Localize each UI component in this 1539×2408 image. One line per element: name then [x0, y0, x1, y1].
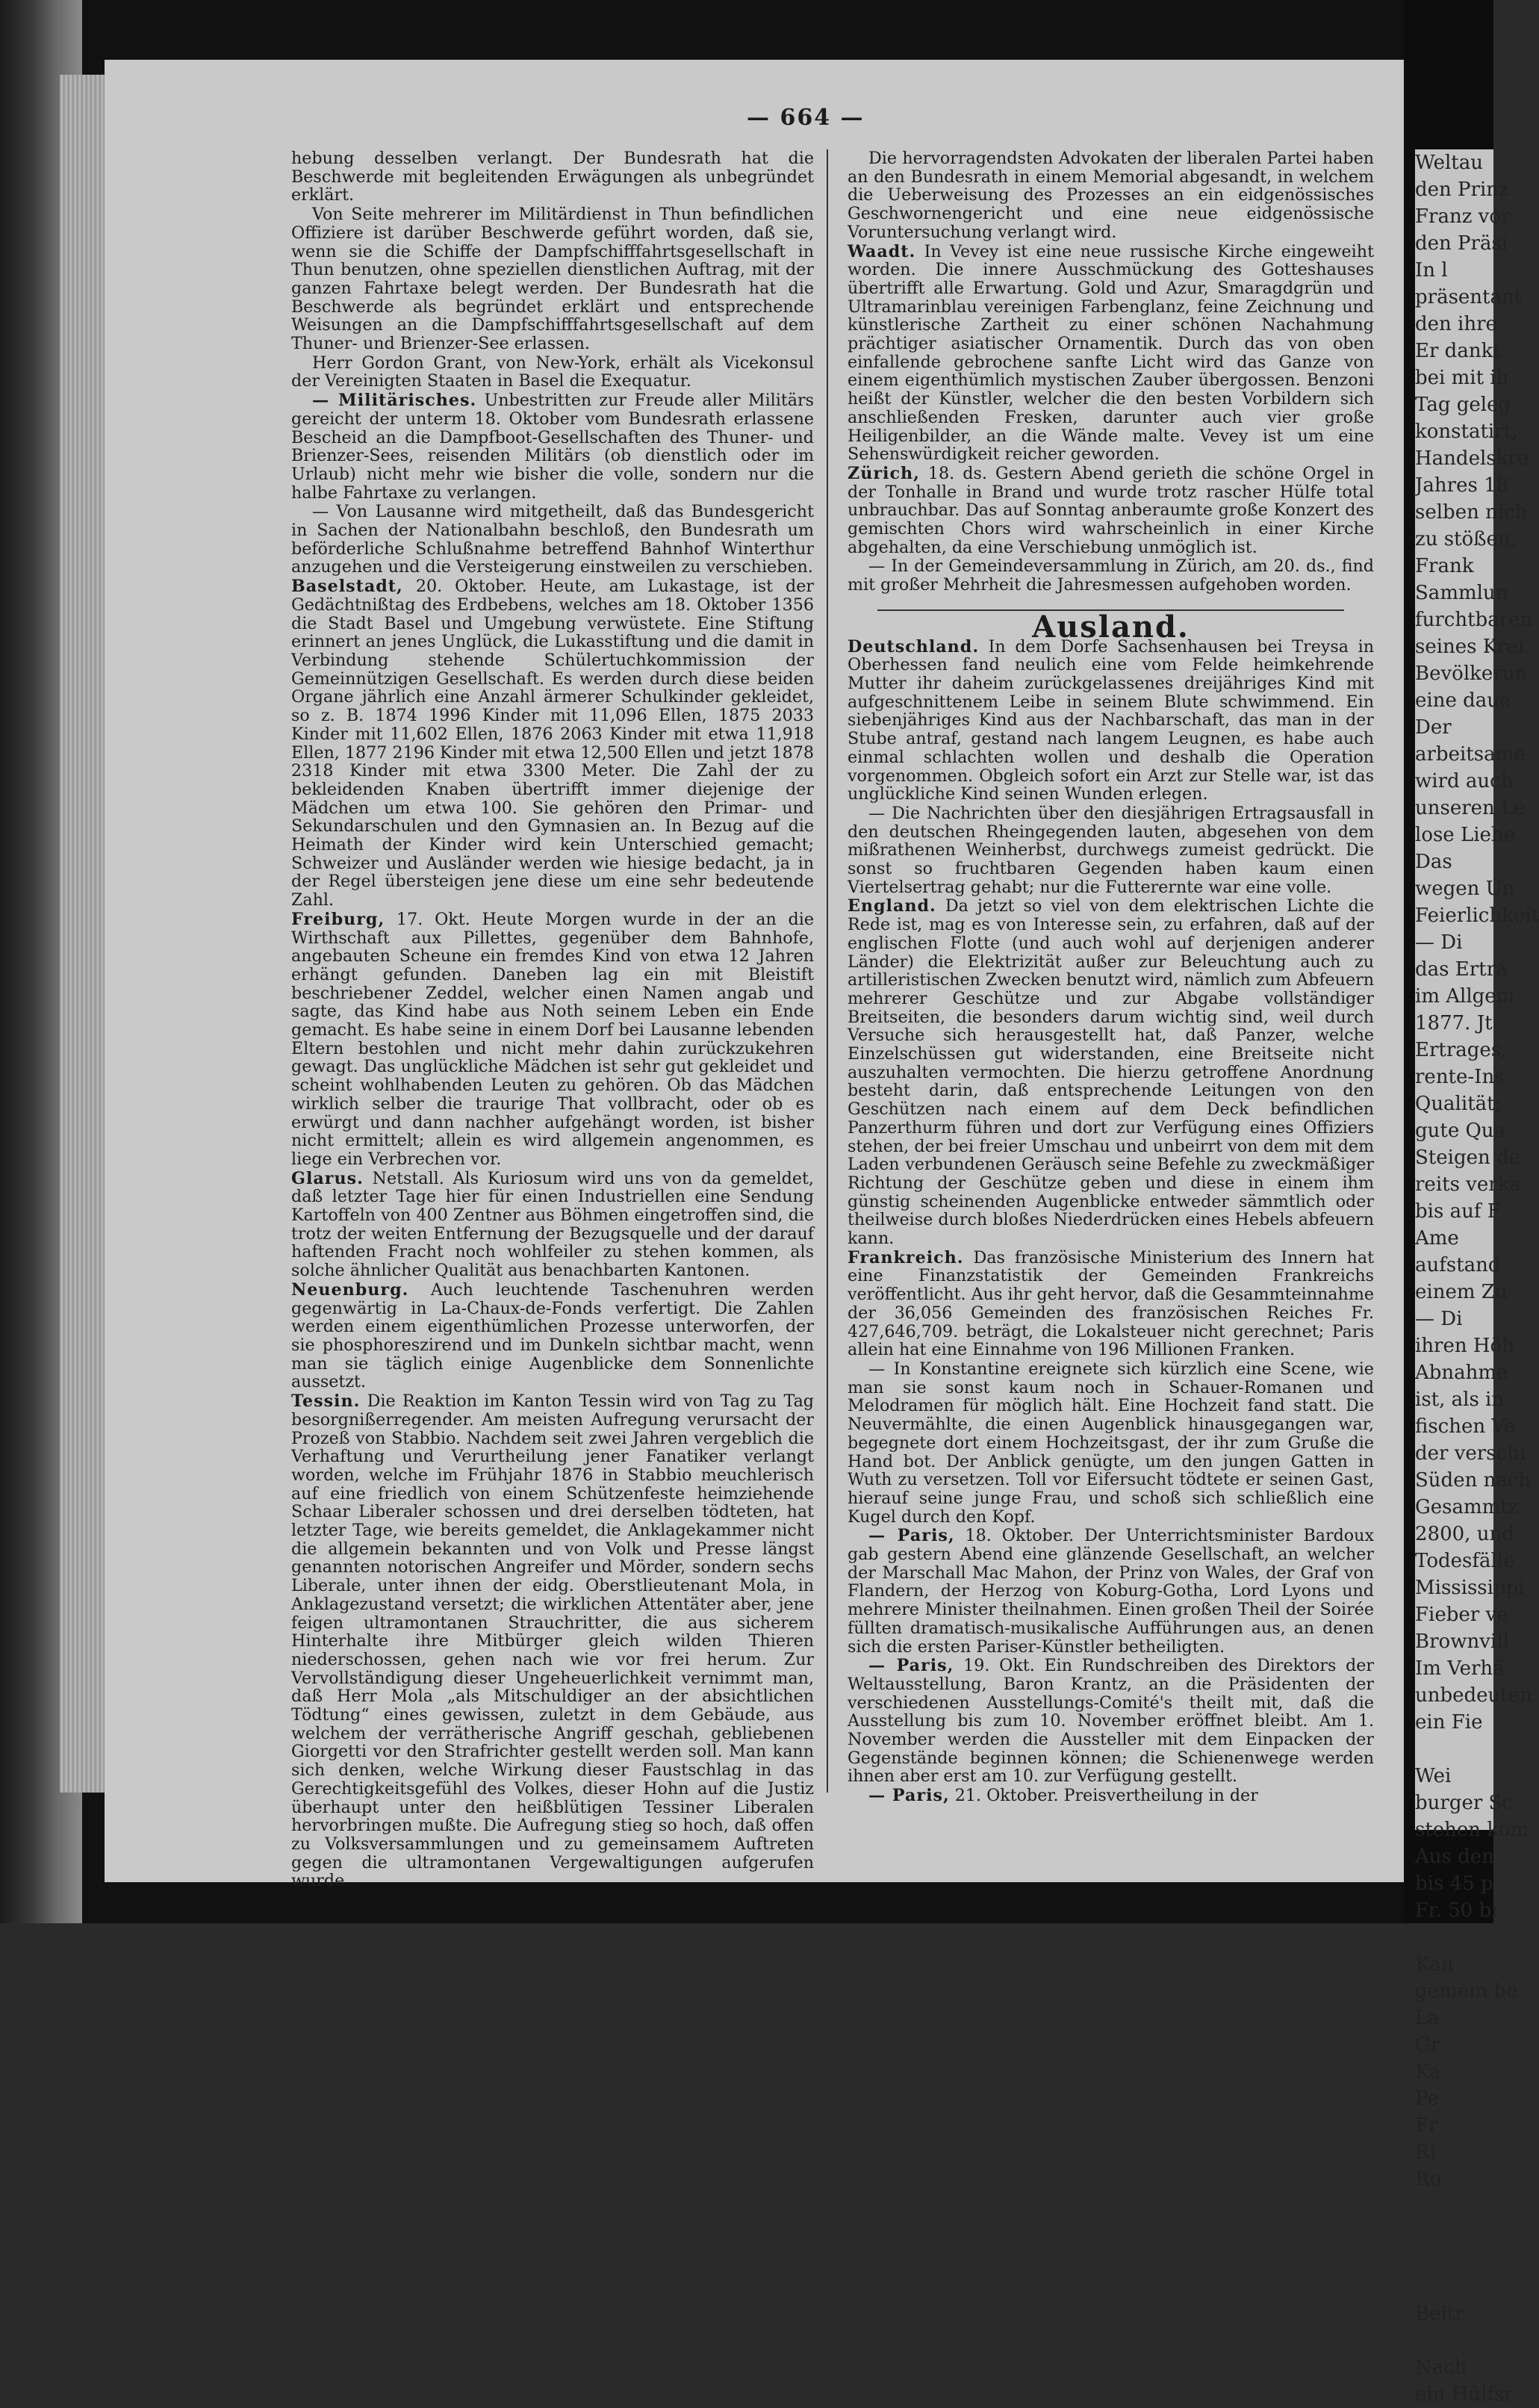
fragment-line: Feierlichkeit [1415, 904, 1539, 927]
article-paragraph [291, 1392, 814, 1890]
fragment-line: eine daue [1415, 689, 1511, 712]
fragment-line: rente-Ins [1415, 1066, 1505, 1088]
fragment-line: Handelskre [1415, 447, 1529, 470]
fragment-line: 1877. Jt [1415, 1012, 1493, 1034]
article-text: — Von Lausanne wird mitgetheilt, daß das Bundesgericht in Sachen der Nationalbahn beschloß, den Bundesrath um beförderliche Schlußnahme betreffend Bahnhof Winterthur anzugehen und die Versteigerung einstweilen zu verschieben. [291, 502, 814, 577]
fragment-line: wegen Un [1415, 878, 1515, 900]
fragment-line: Kan [1415, 1953, 1454, 1976]
fragment-line: präsentant [1415, 286, 1523, 308]
fragment-line: ein Fie [1415, 1711, 1483, 1734]
fragment-line: Qualität; [1415, 1093, 1502, 1115]
fragment-line [1415, 2193, 1493, 2220]
fragment-line: Jahres 18 [1415, 474, 1509, 497]
fragment-line: zu stößen, [1415, 528, 1517, 550]
fragment-line: ihren Höh [1415, 1335, 1514, 1357]
fragment-line [1415, 2327, 1493, 2354]
article-paragraph [291, 205, 814, 353]
article-paragraph [848, 1657, 1374, 1786]
fragment-line [1415, 2220, 1493, 2247]
fragment-line: Abnahme [1415, 1362, 1508, 1384]
fragment-line: gute Qua [1415, 1120, 1506, 1142]
article-text: Netstall. Als Kuriosum wird uns von da gemeldet, daß letzter Tage hier für einen Industriellen eine Sendung Kartoffeln von 400 Zentner aus Böhmen eingetroffen sind, die trotz der weiten Entfernung der Bezugsquelle und der darauf haftenden Fracht noch wohlfeiler zu stehen kommen, als solche ähnlicher Qualität aus benachbarten Kantonen. [291, 1168, 814, 1281]
fragment-line: Fr. 50 bi [1415, 1899, 1498, 1922]
article-paragraph [848, 557, 1374, 594]
fragment-line: seines Krei [1415, 636, 1525, 658]
fragment-line: Das [1415, 851, 1452, 873]
article-paragraph [848, 1249, 1374, 1359]
fragment-line: wird auch [1415, 770, 1514, 792]
article-text: — In Konstantine ereignete sich kürzlich eine Scene, wie man sie sonst kaum noch in Schauer-Romanen und Melodramen für möglich hält. Eine Hochzeit fand statt. Die Neuvermählte, die einen Augenblick hinausgegangen war, begegnete dort einem Hochzeitsgast, der ihr zum Gruße die Hand bot. Der Anblick genügte, um den jungen Gatten in Wuth zu versetzen. Toll vor Eifersucht tödtete er seinen Gast, hierauf seine junge Frau, und schoß sich schließlich eine Kugel durch den Kopf. [848, 1359, 1374, 1527]
right-column [848, 149, 1374, 1806]
foreign-news [848, 638, 1374, 1805]
domestic-news-continued [848, 149, 1374, 595]
fragment-line: Aus den [1415, 1846, 1494, 1868]
fragment-line: Tag geleg [1415, 394, 1511, 416]
fragment-line: aufstand [1415, 1254, 1501, 1276]
article-text: 18. Oktober. Der Unterrichtsminister Bardoux gab gestern Abend eine glänzende Gesellschaft, an welcher der Marschall Mac Mahon, der Prinz von Wales, der Graf von Flandern, der Herzog von Koburg-Gotha, Lord Lyons und mehrere Minister theilnahmen. Einen großen Theil der Soirée füllten dramatisch-musikalische Aufführungen aus, an denen sich die ersten Pariser-Künstler betheiligten. [848, 1526, 1374, 1657]
article-text: Das französische Ministerium des Innern hat eine Finanzstatistik der Gemeinden Frankreichs veröffentlicht. Aus ihr geht hervor, daß die Gesammteinnahme der 36,056 Gemeinden des französischen Reiches Fr. 427,646,709. beträgt, die Lokalsteuer nicht gerechnet; Paris allein hat eine Einnahme von 196 Millionen Franken. [848, 1247, 1374, 1360]
article-text: 19. Okt. Ein Rundschreiben des Direktors der Weltausstellung, Baron Krantz, an die Präsidenten der verschiedenen Ausstellungs-Comité's theilt mit, daß die Ausstellung bis zum 10. November eröffnet bleibt. Am 1. November werden die Aussteller mit dem Einpacken der Gegenstände beginnen können; die Schienenwege werden ihnen aber erst am 10. zur Verfügung gestellt. [848, 1656, 1374, 1787]
article-text: In dem Dorfe Sachsenhausen bei Treysa in Oberhessen fand neulich eine vom Felde heimkehrende Mutter ihr daheim zurückgelassenes dreijähriges Kind mit aufgeschnittenem Leibe in seinem Blute schwimmend. Ein siebenjähriges Kind aus der Nachbarschaft, das man in der Stube antraf, gestand nach langem Leugnen, es habe auch einmal schlachten wollen und deshalb die Operation vorgenommen. Obgleich sofort ein Arzt zur Stelle war, ist das unglückliche Kind seinen Wunden erlegen. [848, 636, 1374, 804]
fragment-line [1415, 1924, 1493, 1951]
fragment-line: In l [1415, 259, 1448, 282]
fragment-line: Der [1415, 716, 1452, 739]
fragment-line: stehen kom [1415, 1819, 1529, 1841]
fragment-line: Ro [1415, 2168, 1442, 2191]
fragment-line: ist, als in [1415, 1388, 1505, 1411]
article-paragraph [848, 465, 1374, 557]
fragment-line: im Allgem [1415, 985, 1515, 1008]
fragment-line: konstatirt, [1415, 421, 1518, 443]
fragment-line: einem Zu [1415, 1281, 1508, 1303]
article-heading: — Paris, [868, 1526, 955, 1546]
fragment-line: Frank [1415, 555, 1474, 577]
fragment-line: den ihre [1415, 313, 1497, 335]
fragment-line: bis 45 p [1415, 1872, 1493, 1895]
article-text: In Vevey ist eine neue russische Kirche eingeweiht worden. Die innere Ausschmückung des Gotteshauses übertrifft alle Erwartung. Gold und Azur, Smaragdgrün und Ultramarinblau vereinigen Farbenglanz, feine Zeichnung und künstlerische Zartheit zu einer schönen Nachahmung prächtiger asiatischer Ornamentik. Durch das von oben einfallende gebrochene sanfte Licht wird das Ganze von einem eigenthümlich mystischen Zauber übergossen. Benzoni heißt der Künstler, welcher die den besten Vorbildern sich anschließenden Fresken, darunter auch vier große Heiligenbilder, an die Wände malte. Vevey ist um eine Sehenswürdigkeit reicher geworden. [848, 241, 1374, 465]
fragment-line: furchtbaren [1415, 609, 1533, 631]
fragment-line [1415, 2274, 1493, 2300]
article-heading: England. [848, 896, 936, 916]
article-heading: — Militärisches. [312, 391, 477, 411]
fragment-line: selben nich [1415, 501, 1528, 524]
article-text: Da jetzt so viel von dem elektrischen Lichte die Rede ist, mag es von Interesse sein, zu erfahren, daß auf der englischen Flotte (und auch wohl auf derjenigen anderer Länder) die Elektrizität außer zur Beleuchtung auch zu artilleristischen Zwecken benutzt wird, nämlich zum Abfeuern mehrerer Geschütze und zur Abgabe vollständiger Breitseiten, die besonders darum wichtig sind, weil durch Versuche sich herausgestellt hat, daß Panzer, welche Einzelschüssen gut widerstanden, eine Breitseite nicht auszuhalten vermochten. Die hierzu getroffene Anordnung besteht darin, daß entsprechende Leitungen von den Geschützen nach einem auf dem Deck befindlichen Panzerthurm führen und dort zur Verfügung eines Offiziers stehen, der bei freier Umschau und unbeirrt von dem mit dem Laden verbundenen Geräusch seine Befehle zu zweckmäßiger Richtung der Geschütze geben und diese in einem ihm günstig scheinenden Augenblicke entweder sämmtlich oder theilweise durch bloßes Niederdrücken eines Hebels abfeuern kann. [848, 896, 1375, 1249]
article-heading: — Paris, [868, 1656, 954, 1676]
fragment-line: Steigen de [1415, 1146, 1521, 1169]
article-heading: Tessin. [291, 1391, 361, 1412]
article-paragraph [291, 354, 814, 391]
fragment-line: lose Liebe [1415, 824, 1515, 846]
article-text: Auch leuchtende Taschenuhren werden gegenwärtig in La-Chaux-de-Fonds verfertigt. Die Zahlen werden einem eigenthümlichen Prozesse unterworfen, der sie phosphoreszirend und im Dunkeln sichtbar macht, wenn man sie täglich einige Augenblicke dem Sonnenlichte aussetzt. [291, 1279, 814, 1392]
article-paragraph [291, 149, 814, 205]
adjacent-page-fragment [1415, 149, 1539, 2406]
fragment-line: Beitr [1415, 2303, 1464, 2325]
fragment-line [1415, 1736, 1493, 1763]
article-text: 18. ds. Gestern Abend gerieth die schöne Orgel in der Tonhalle in Brand und wurde trotz rascher Hülfe total unbrauchbar. Das auf Sonntag anberaumte große Konzert des gemischten Chors wird wahrscheinlich in einer Kirche abgehalten, da eine Verschiebung unmöglich ist. [848, 463, 1374, 557]
article-text: Von Seite mehrerer im Militärdienst in Thun befindlichen Offiziere ist darüber Beschwerde geführt worden, daß sie, wenn sie die Schiffe der Dampfschifffahrtsgesellschaft in Thun benutzen, ohne speziellen dienstlichen Auftrag, mit der ganzen Fahrtaxe belegt werden. Der Bundesrath hat die Beschwerde als begründet erklärt und entsprechende Weisungen an die Dampfschifffahrtsgesellschaft auf dem Thuner- und Brienzer-See erlassen. [291, 205, 814, 354]
fragment-line: Nach [1415, 2356, 1467, 2379]
fragment-line: Gesammtz [1415, 1496, 1519, 1518]
section-title: Ausland. [1032, 609, 1190, 645]
article-heading: Glarus. [291, 1168, 364, 1188]
fragment-line: Pe [1415, 2088, 1439, 2110]
fragment-line: Gr [1415, 2034, 1440, 2056]
article-paragraph [848, 638, 1374, 804]
fragment-line: Fieber ve [1415, 1604, 1508, 1626]
article-heading: Zürich, [848, 463, 920, 483]
article-paragraph [848, 1527, 1374, 1656]
fragment-line: Ertrages, [1415, 1039, 1508, 1061]
article-paragraph [291, 503, 814, 577]
fragment-line: — Di [1415, 1308, 1463, 1330]
article-paragraph [291, 391, 814, 502]
fragment-line: Wei [1415, 1765, 1452, 1787]
article-heading: Deutschland. [848, 636, 980, 657]
article-paragraph [848, 1787, 1374, 1805]
article-heading: Frankreich. [848, 1247, 964, 1267]
article-paragraph [291, 577, 814, 910]
fragment-line: Franz vor [1415, 205, 1511, 228]
article-text: — Die Nachrichten über den diesjährigen Ertragsausfall in den deutschen Rheingegenden lauten, abgesehen von dem mißrathenen Weinherbst, durchwegs zumeist gedrückt. Die sonst so fruchtbaren Gegenden haben kaum einen Viertelsertrag gehabt; nur die Futterernte war eine volle. [848, 803, 1374, 897]
fragment-line: fischen Ve [1415, 1415, 1516, 1438]
fragment-line: Brownvill [1415, 1630, 1509, 1653]
fragment-line: arbeitsame [1415, 743, 1526, 766]
fragment-line [1415, 2247, 1493, 2274]
fragment-line: Fr [1415, 2114, 1438, 2137]
article-text: hebung desselben verlangt. Der Bundesrath hat die Beschwerde mit begleitenden Erwägungen als unbegründet erklärt. [291, 149, 814, 205]
fragment-line: bei mit ih [1415, 367, 1509, 389]
fragment-line: bis auf F [1415, 1200, 1501, 1223]
article-text: 21. Oktober. Preisvertheilung in der [954, 1786, 1258, 1806]
article-heading: Neuenburg. [291, 1279, 409, 1300]
article-text: Die hervorragendsten Advokaten der liberalen Partei haben an den Bundesrath in einem Memorial abgesandt, in welchem die Ueberweisung des Prozesses an ein eidgenössisches Geschwornengericht und eine neue eidgenössische Voruntersuchung verlangt wird. [848, 149, 1374, 242]
fragment-line: Ame [1415, 1227, 1459, 1250]
fragment-line: Ka [1415, 2061, 1441, 2083]
article-heading: Baselstadt, [291, 577, 403, 597]
article-paragraph [291, 1281, 814, 1391]
left-column [291, 149, 814, 1891]
article-text: 20. Oktober. Heute, am Lukastage, ist der Gedächtnißtag des Erdbebens, welches am 18. Oktober 1356 die Stadt Basel und Umgebung verwüstete. Eine Stiftung erinnert an jenes Unglück, die Lukasstiftung und die damit in Verbindung stehende Schülertuchkommission der Gemeinnützigen Gesellschaft. Es werden durch diese beiden Organe jährlich eine Anzahl ärmerer Schulkinder gekleidet, so z. B. 1874 1996 Kinder mit 11,096 Ellen, 1875 2033 Kinder mit 11,602 Ellen, 1876 2063 Kinder mit etwa 11,918 Ellen, 1877 2196 Kinder mit etwa 12,500 Ellen und jetzt 1878 2318 Kinder mit etwa 3300 Meter. Die Zahl der zu bekleidenden Knaben übertrifft immer diejenige der Mädchen um etwa 100. Sie gehören den Primar- und Sekundarschulen und den Gymnasien an. In Bezug auf die Heimath der Kinder wird kein Unterschied gemacht; Schweizer und Ausländer werden wie hiesige bedacht, ja in der Regel übersteigen jene diese um eine sehr bedeutende Zahl. [291, 577, 814, 910]
article-text: 17. Okt. Heute Morgen wurde in der an die Wirthschaft aux Pillettes, gegenüber dem Bahnhofe, angebauten Scheune ein fremdes Kind von etwa 12 Jahren erhängt gefunden. Daneben lag ein mit Bleistift beschriebener Zeddel, welcher einen Namen angab und sagte, das Kind habe aus Noth seinem Leben ein Ende gemacht. Es habe seine in einem Dorf bei Lausanne lebenden Eltern bestohlen und nicht mehr dahin zurückzukehren gewagt. Das unglückliche Mädchen ist sehr gut gekleidet und scheint wohlhabenden Leuten zu gehören. Ob das Mädchen wirklich selber die traurige That vollbracht, oder ob es erwürgt und dann nachher aufgehängt worden, ist bisher nicht ermittelt; allein es wird allgemein angenommen, es liege ein Verbrechen vor. [291, 909, 814, 1169]
article-paragraph [848, 897, 1374, 1247]
article-paragraph [848, 149, 1374, 242]
article-text: Herr Gordon Grant, von New-York, erhält als Vicekonsul der Vereinigten Staaten in Basel die Exequatur. [291, 353, 814, 391]
article-paragraph [848, 1360, 1374, 1526]
article-paragraph [848, 804, 1374, 897]
article-heading: Waadt. [848, 241, 916, 261]
article-text: — In der Gemeindeversammlung in Zürich, am 20. ds., find mit großer Mehrheit die Jahresmessen aufgehoben worden. [848, 556, 1374, 595]
fragment-line: der verschi [1415, 1442, 1526, 1465]
fragment-line: Er dankt [1415, 340, 1501, 362]
article-text: Unbestritten zur Freude aller Militärs gereicht der unterm 18. Oktober vom Bundesrath erlassene Bescheid an die Dampfboot-Gesellschaften des Thuner- und Brienzer-Sees, reisenden Militärs (ob dienstlich oder im Urlaub) nicht mehr wie bisher die volle, sondern nur die halbe Fahrtaxe zu verlangen. [291, 391, 814, 503]
fragment-line: den Präsi [1415, 232, 1508, 255]
fragment-line: Mississippi [1415, 1577, 1525, 1599]
fragment-line: Sammlun [1415, 582, 1508, 604]
fragment-line: unseren Le [1415, 797, 1526, 819]
article-heading: — Paris, [868, 1786, 950, 1806]
fragment-line: unbedeuten [1415, 1684, 1532, 1707]
fragment-line: reits verka [1415, 1173, 1521, 1196]
article-paragraph [291, 1170, 814, 1280]
article-heading: Freiburg, [291, 909, 385, 929]
article-text: Die Reaktion im Kanton Tessin wird von Tag zu Tag besorgnißerregender. Am meisten Aufregung verursacht der Prozeß von Stabbio. Nachdem seit zwei Jahren vergeblich die Verhaftung und Verurtheilung jener Fanatiker verlangt worden, welche im Frühjahr 1876 in Stabbio meuchlerisch auf eine friedlich von einem Schützenfeste heimziehende Schaar Liberaler schossen und drei derselben tödteten, hat letzter Tage, wie bereits gemeldet, die Anklagekammer nicht die allgemein bekannten und von Volk und Presse längst genannten notorischen Angreifer und Mörder, sondern sechs Liberale, unter ihnen der eidg. Oberstlieutenant Mola, in Anklagezustand versetzt; die wirklichen Attentäter aber, jene feigen ultramontanen Strauchritter, die aus sicherem Hinterhalte ihre Mitbürger gleich wilden Thieren niederschossen, gehen nach wie vor frei herum. Zur Vervollständigung dieser Ungeheuerlichkeit vernimmt man, daß Herr Mola „als Mitschuldiger an der absichtlichen Tödtung“ eines gewissen, zuletzt in dem Gebäude, aus welchem der verrätherische Angriff geschah, gebliebenen Giorgetti vor den Strafrichter gestellt werden soll. Man kann sich denken, welche Wirkung dieser Faustschlag in das Gerechtigkeitsgefühl des Volkes, dieser Hohn auf die Justiz überhaupt unter den heißblütigen Tessiner Liberalen hervorbringen mußte. Die Aufregung stieg so hoch, daß offen zu Volksversammlungen und zu gemeinsamem Auftreten gegen die ultramontanen Vergewaltigungen aufgerufen wurde. [291, 1391, 814, 1891]
fragment-line: burger Sc [1415, 1792, 1513, 1814]
fragment-line: gemein be [1415, 1980, 1518, 2002]
fragment-line: ein Hülfsr [1415, 2383, 1514, 2406]
fragment-line: Bevölkerun [1415, 662, 1528, 685]
fragment-line: Todesfälle [1415, 1550, 1515, 1572]
fragment-line: Weltau [1415, 152, 1483, 174]
fragment-line: Süden nach [1415, 1469, 1532, 1492]
fragment-line: La [1415, 2007, 1440, 2029]
column-divider [827, 149, 828, 1793]
fragment-line: Ri [1415, 2141, 1436, 2164]
fragment-line: das Ertrá [1415, 958, 1508, 981]
fragment-line: — Di [1415, 931, 1463, 954]
page-number: — 664 — [747, 105, 865, 131]
article-paragraph [848, 243, 1374, 464]
fragment-line: den Prinz [1415, 179, 1509, 201]
fragment-line: Im Verhä [1415, 1657, 1505, 1680]
fragment-line: 2800, und [1415, 1523, 1514, 1545]
article-paragraph [291, 910, 814, 1169]
